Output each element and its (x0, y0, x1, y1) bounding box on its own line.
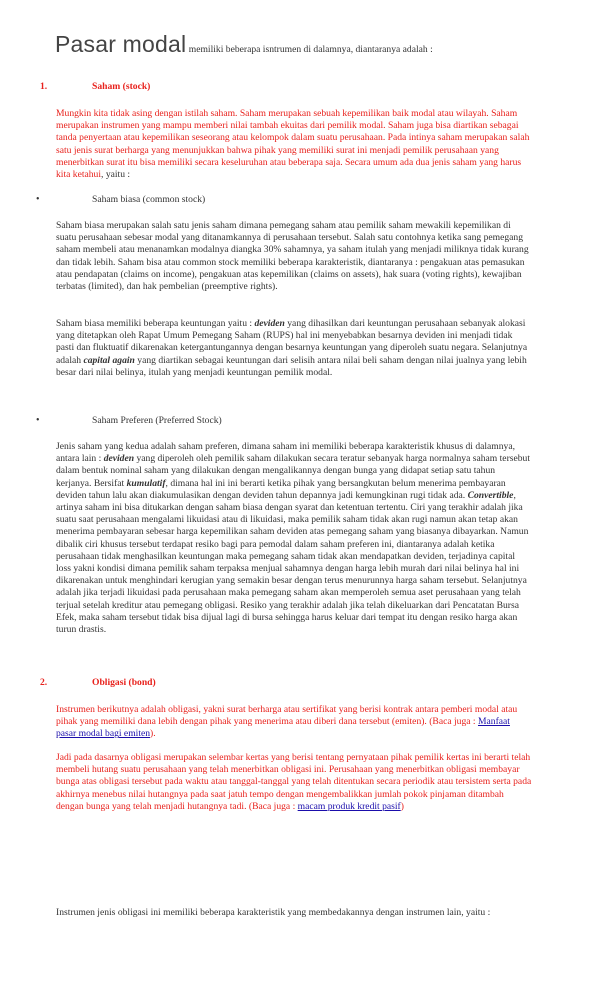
text-run: yang diperoleh oleh pemilik saham dilakukan secara teratur sebanyak harga normalnya saham tersebut dalam bentuk nominal saham yang dilakukan dengan mengalikannya dengan bunga yang didapat setiap satu tahun kerjanya. Bersifat (56, 453, 531, 489)
text-run: ). (150, 728, 156, 740)
text-run: Jenis saham yang kedua adalah saham preferen, dimana saham ini memiliki beberapa karakteristik khusus di dalamnya, antara lain : (56, 441, 516, 465)
text-run: yang diartikan sebagai keuntungan dari selisih antara nilai beli saham dengan nilai jualnya yang lebih besar dari nilai belinya, itulah yang menjadi keuntungan pemilik modal. (56, 354, 527, 378)
section1-intro (56, 108, 532, 181)
sub2-title: Saham Preferen (Preferred Stock) (92, 415, 222, 426)
term-capital-again: capital again (83, 354, 135, 366)
section2-paragraph-1 (56, 704, 532, 741)
section1-intro-red: Mungkin kita tidak asing dengan istilah saham. Saham merupakan sebuah kepemilikan baik modal atau wilayah. Saham merupakan instrumen yang mampu memberi nilai tambah ekuitas dari pemilik modal. Saham juga bisa diartikan sebagai tanda penyertaan atau kepemilikan seseorang atau kelompok dalam suatu perusahaan. Pada intinya saham merupakan salah satu jenis surat berharga yang menunjukkan bahwa pihak yang memiliki surat ini menjadi pemilik perusahaan yang menerbitkan surat itu bisa memiliki secara keseluruhan atau beberapa saja. Secara umum ada dua jenis saham yang harus kita ketahui (56, 108, 530, 181)
sub1-heading (36, 194, 205, 206)
sub1-title: Saham biasa (common stock) (92, 194, 206, 205)
section2-heading (40, 677, 156, 689)
section2-paragraph-2 (56, 752, 532, 813)
text-run: ) (400, 800, 404, 812)
sub2-paragraph (56, 441, 532, 636)
term-kumulatif: kumulatif (126, 477, 166, 489)
text-run: , artinya saham ini bisa ditukarkan dengan saham biasa dengan syarat dan ketentuan tertentu. Ciri yang terakhir adalah jika suatu saat perusahaan mengalami likuidasi atau di likuidasi, maka pemilik saham tidak akan rugi namun akan tetap akan menerima pembayaran sebesar harga kepemilikan saham deviden atas pemegang saham yang biasanya dibayarkan. Namun dibalik ciri khusus tersebut terdapat resiko bagi para pemodal dalam saham preferen ini, diantaranya adalah ketika perusahaan tidak menghasilkan keuntungan maka pemegang saham tidak akan mendapatkan deviden, terjadinya capital loss yakni kondisi dimana pemilik saham terpaksa menjual sahamnya dengan harga lebih murah dari nilai belinya hal ini dikarenakan untuk menghindari kerugian yang semakin besar dengan terus menurunnya harga saham tersebut. Selanjutnya adalah jika terjadi likuidasi pada perusahaan maka pemegang saham akan memperoleh semua aset perusahaan yang telah terjual setelah kreditur atau pemegang obligasi. Resiko yang terakhir adalah jika telah dikeluarkan dari Pencatatan Bursa Efek, maka saham tersebut tidak bisa dijual lagi di bursa sehingga harus keluar dari tempat itu dengan resiko harga akan turun drastis. (56, 489, 529, 636)
bullet-icon: • (36, 194, 40, 205)
sub1-paragraph-2 (56, 318, 532, 379)
sub2-heading (36, 415, 222, 427)
text-run: Saham biasa memiliki beberapa keuntungan yaitu : (56, 318, 255, 329)
section1-number: 1. (40, 81, 48, 92)
text-run: Jadi pada dasarnya obligasi merupakan selembar kertas yang berisi tentang pernyataan pihak pemilik kertas ini berarti telah membeli hutang suatu perusahaan yang telah menerbitkan obligasi ini. Perusahaan yang menerbitkan obligasi membayar bunga atas obligasi tersebut pada waktu atau tanggal-tanggal yang telah ditentukan secara periodik atau tersistem serta pada akhirnya menebus nilai hutangnya pada saat jatuh tempo dengan mengembalikkan jumlah pokok pinjaman ditambah dengan bunga yang telah menjadi hutangnya tadi. (Baca juga : (56, 752, 532, 812)
section1-intro-tail: , yaitu : (101, 169, 131, 181)
term-deviden: deviden (103, 453, 135, 465)
title-rest: memiliki beberapa isntrumen di dalamnya, diantaranya adalah : (188, 44, 433, 55)
bullet-icon: • (36, 415, 40, 426)
section1-heading (40, 81, 150, 93)
text-run: , dimana hal ini ini berarti ketika pihak yang bersangkutan belum menerima pembayaran deviden tahun lalu akan diakumulasikan dengan deviden tahun depannya jadi kemungkinan rugi tidak ada. (56, 477, 506, 501)
link-macam-produk-kredit[interactable]: macam produk kredit pasif (297, 800, 401, 812)
text-run: Instrumen berikutnya adalah obligasi, yakni surat berharga atau sertifikat yang berisi kontrak antara pemberi modal atau pihak yang memiliki dana lebih dengan pihak yang menerima atau diberi dana tersebut (emiten). (Baca juga : (56, 704, 518, 728)
section1-title: Saham (stock) (92, 81, 151, 92)
section2-title: Obligasi (bond) (92, 677, 156, 688)
page-title (55, 31, 433, 57)
term-convertible: Convertible (467, 489, 514, 501)
text-run: yang dihasilkan dari keuntungan perusahaan sebanyak alokasi yang ditetapkan oleh Rapat Umum Pemegang Saham (RUPS) hal ini menyebabkan besarnya deviden ini menjadi tidak pasti dan fluktuatif dikarenakan ketergantungannya dengan besarnya keuntungan yang diperoleh suatu negara. Selanjutnya adalah (56, 318, 528, 366)
section2-number: 2. (40, 677, 48, 688)
section2-paragraph-3: Instrumen jenis obligasi ini memiliki beberapa karakteristik yang membedakannya dengan instrumen lain, yaitu : (56, 907, 491, 918)
sub1-paragraph-1: Saham biasa merupakan salah satu jenis saham dimana pemegang saham atau pemilik saham mewakili kepemilikan di suatu perusahaan sebesar modal yang ditanamkannya di perusahaan tersebut. Salah satu contohnya ketika sang pemegang saham membeli atau menanamkan modalnya diangka 30% sahamnya, ya saham itulah yang menjadi miliknya tidak kurang dan tidak lebih. Saham bisa atau common stock memiliki beberapa karakteristik, diantaranya : pengakuan atas pemasukan atau pendapatan (claims on income), pengakuan atas kepemilikan (claims on assets), hak suara (voting rights), kewajiban terbatas (limited), dan hak pembelian (preemptive rights). (56, 220, 529, 293)
term-deviden: deviden (254, 318, 285, 329)
link-manfaat-pasar-modal[interactable]: Manfaat pasar modal bagi emiten (56, 716, 510, 740)
title-main: Pasar modal (55, 31, 187, 57)
